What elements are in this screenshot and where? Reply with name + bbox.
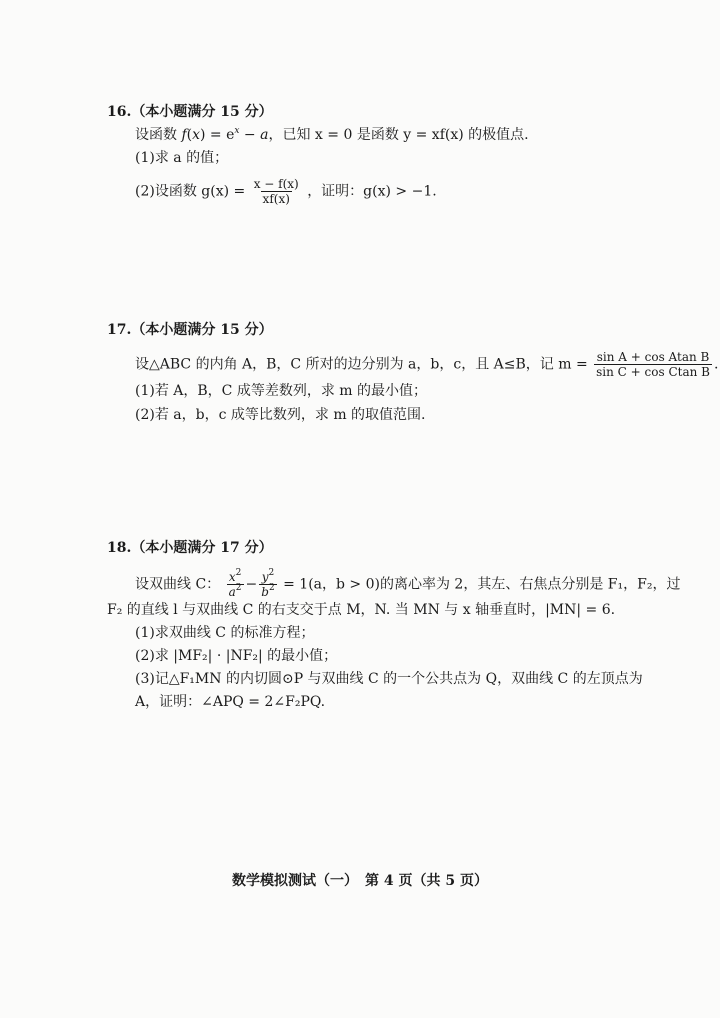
hyperbola-term-y: $\frac{y^2}{b^2}$ <box>261 568 275 599</box>
problem-16-q2-fraction <box>252 177 301 206</box>
page-footer: 数学模拟测试（一） 第 4 页（共 5 页） <box>232 873 488 889</box>
problem-18-q3-line1: (3)记△F₁MN 的内切圆⊙P 与双曲线 C 的一个公共点为 Q，双曲线 C 的左顶点为 <box>135 671 643 687</box>
problem-16-stem-prefix: 设函数 <box>135 127 182 143</box>
fraction-denominator: sin C + cos Ctan B <box>596 365 710 379</box>
problem-18-line1-prefix: 设双曲线 C： <box>135 576 221 593</box>
problem-18-line1: 设双曲线 C： $\frac{x^2}{a^2}$ − $\frac{y^2}{b^2}$ = 1(a，b > 0)的离心率为 2，其左、右焦点分别是 F₁，F₂，过 <box>135 568 681 599</box>
problem-18-q2: (2)求 |MF₂| · |NF₂| 的最小值； <box>135 648 338 664</box>
problem-17-stem-end: . <box>713 356 719 373</box>
fraction-numerator: x − f(x) <box>253 177 299 191</box>
hyperbola-term-x: $\frac{x^2}{a^2}$ <box>228 568 242 599</box>
problem-16-q1: (1)求 a 的值； <box>135 150 229 166</box>
problem-17-stem-prefix: 设△ABC 的内角 A，B，C 所对的边分别为 a，b，c，且 A≤B，记 m = <box>135 356 588 373</box>
problem-16-header: 16.（本小题满分 15 分） <box>107 104 273 120</box>
fraction-denominator: xf(x) <box>262 192 290 206</box>
problem-17-fraction <box>594 350 712 379</box>
problem-18-line1-rest: = 1(a，b > 0)的离心率为 2，其左、右焦点分别是 F₁，F₂，过 <box>278 576 681 593</box>
problem-16-stem: 设函数 $f(x) = e^x - a$，已知 x = 0 是函数 y = xf(x) 的极值点. <box>135 126 529 143</box>
problem-17-q2: (2)若 a，b，c 成等比数列，求 m 的取值范围. <box>135 407 426 423</box>
problem-17-header: 17.（本小题满分 15 分） <box>107 322 273 338</box>
problem-16-q2-prefix: (2)设函数 g(x) = <box>135 183 246 200</box>
problem-18-header: 18.（本小题满分 17 分） <box>107 540 273 556</box>
problem-18-line2: F₂ 的直线 l 与双曲线 C 的右支交于点 M，N. 当 MN 与 x 轴垂直时，|MN| = 6. <box>107 602 616 618</box>
problem-16-q2 <box>135 177 437 206</box>
problem-17-q1: (1)若 A，B，C 成等差数列，求 m 的最小值； <box>135 383 428 399</box>
problem-18-q3-line2: A，证明：∠APQ = 2∠F₂PQ. <box>135 694 326 710</box>
problem-16-q2-suffix: ，证明：g(x) > −1. <box>307 183 437 200</box>
problem-16-stem-rest: ，已知 x = 0 是函数 y = xf(x) 的极值点. <box>268 127 529 143</box>
fraction-numerator: sin A + cos Atan B <box>596 350 710 364</box>
problem-18-q1: (1)求双曲线 C 的标准方程； <box>135 625 315 641</box>
problem-17-stem <box>135 350 718 379</box>
